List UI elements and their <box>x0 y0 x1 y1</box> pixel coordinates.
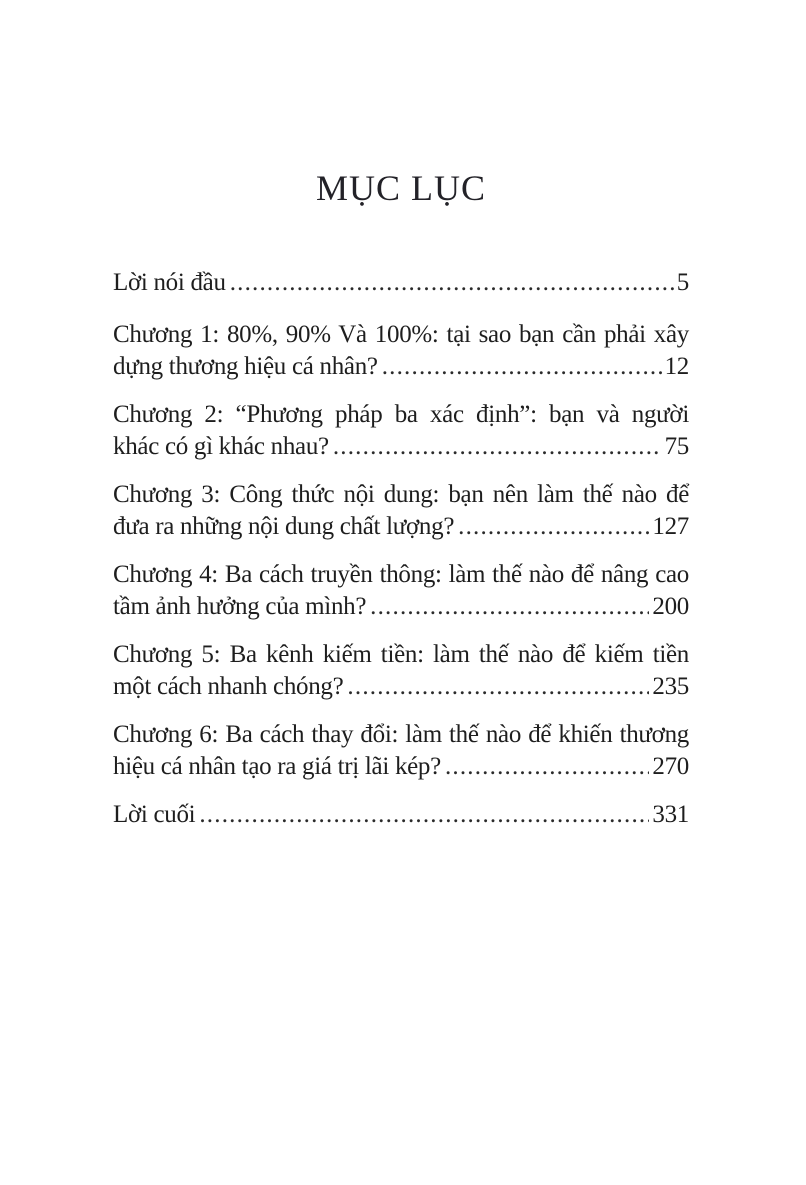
entry-page-number: 235 <box>652 673 689 700</box>
entry-last-line <box>113 799 689 831</box>
entry-page-number: 200 <box>652 593 689 620</box>
dot-leader <box>230 267 674 299</box>
toc-entry <box>113 639 689 703</box>
toc-list <box>113 267 689 831</box>
entry-page-number: 12 <box>664 353 689 380</box>
entry-last-line <box>113 511 689 543</box>
entry-text: tầm ảnh hưởng của mình? <box>113 593 367 620</box>
toc-entry <box>113 479 689 543</box>
entry-page-number: 331 <box>652 801 689 828</box>
entry-page-number: 5 <box>676 269 689 296</box>
entry-full-line: Chương 2: “Phương pháp ba xác định”: bạn và người <box>113 401 689 428</box>
entry-last-line <box>113 351 689 383</box>
toc-entry <box>113 399 689 463</box>
dot-leader <box>370 591 649 623</box>
entry-text: đưa ra những nội dung chất lượng? <box>113 513 455 540</box>
entry-full-line: Chương 5: Ba kênh kiếm tiền: làm thế nào để kiếm tiền <box>113 641 689 668</box>
entry-full-line: Chương 4: Ba cách truyền thông: làm thế nào để nâng cao <box>113 561 689 588</box>
entry-text: một cách nhanh chóng? <box>113 673 344 700</box>
entry-last-line <box>113 671 689 703</box>
toc-entry <box>113 267 689 299</box>
entry-pre-lines <box>113 319 689 351</box>
entry-last-line <box>113 431 689 463</box>
dot-leader <box>347 671 649 703</box>
entry-text: Lời nói đầu <box>113 269 226 296</box>
entry-pre-lines <box>113 639 689 671</box>
dot-leader <box>199 799 649 831</box>
entry-text: Lời cuối <box>113 801 196 828</box>
toc-entry <box>113 799 689 831</box>
entry-full-line: Chương 3: Công thức nội dung: bạn nên làm thế nào để <box>113 481 689 508</box>
toc-entry <box>113 719 689 783</box>
toc-entry <box>113 559 689 623</box>
entry-text: hiệu cá nhân tạo ra giá trị lãi kép? <box>113 753 441 780</box>
entry-page-number: 127 <box>652 513 689 540</box>
entry-last-line <box>113 267 689 299</box>
entry-full-line: Chương 6: Ba cách thay đổi: làm thế nào để khiến thương <box>113 721 689 748</box>
entry-pre-lines <box>113 399 689 431</box>
entry-text: khác có gì khác nhau? <box>113 433 329 460</box>
entry-page-number: 75 <box>664 433 689 460</box>
entry-full-line: Chương 1: 80%, 90% Và 100%: tại sao bạn cần phải xây <box>113 321 689 348</box>
dot-leader <box>458 511 649 543</box>
dot-leader <box>382 351 662 383</box>
entry-pre-lines <box>113 559 689 591</box>
dot-leader <box>333 431 662 463</box>
dot-leader <box>445 751 649 783</box>
entry-text: dựng thương hiệu cá nhân? <box>113 353 378 380</box>
entry-last-line <box>113 751 689 783</box>
entry-pre-lines <box>113 479 689 511</box>
entry-pre-lines <box>113 719 689 751</box>
entry-page-number: 270 <box>652 753 689 780</box>
toc-entry <box>113 319 689 383</box>
entry-last-line <box>113 591 689 623</box>
page-title: MỤC LỤC <box>315 168 487 208</box>
